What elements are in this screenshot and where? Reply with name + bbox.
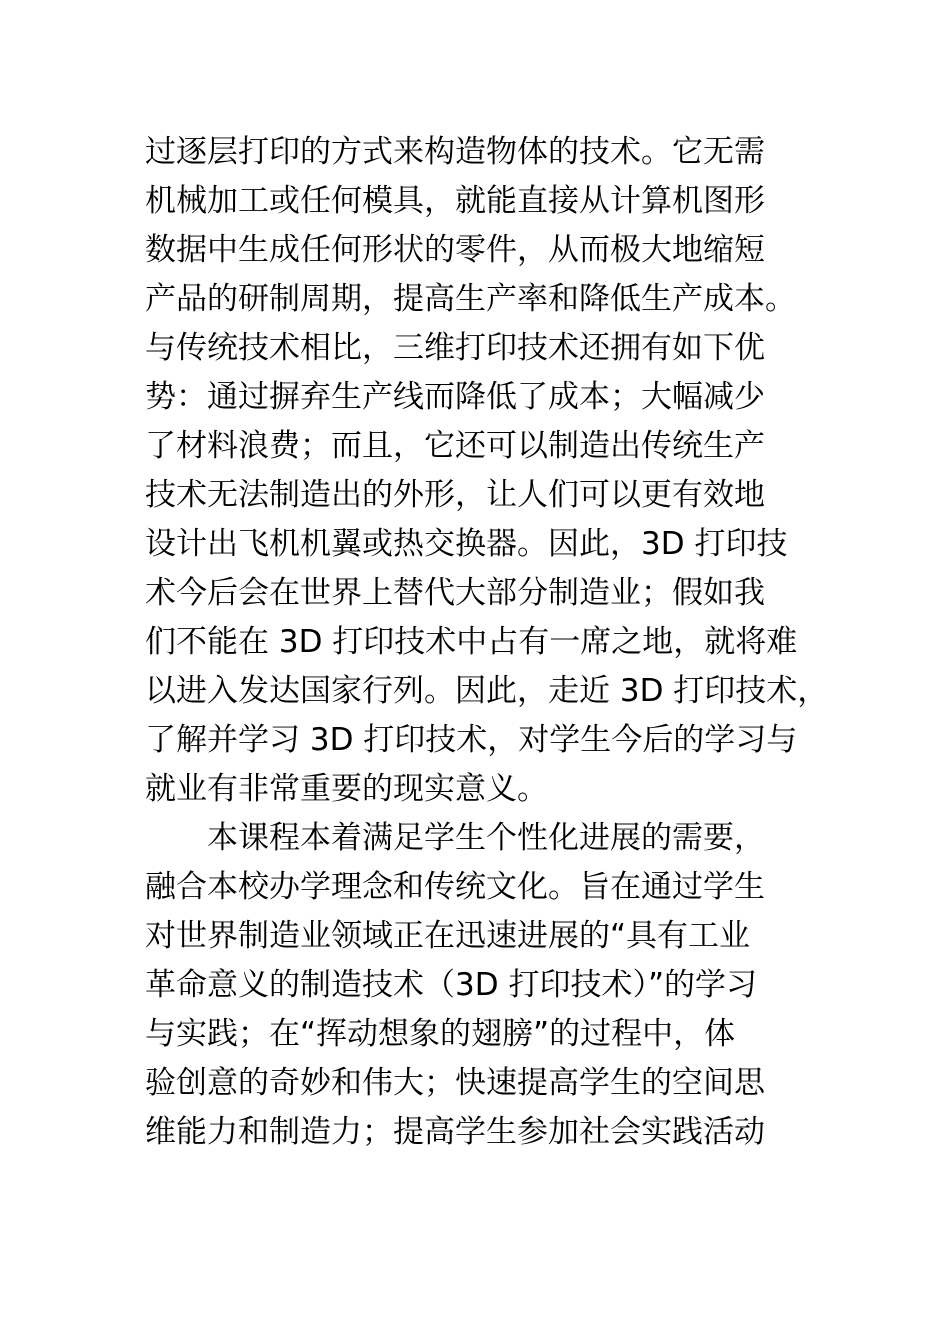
text-line: 们不能在 3D 打印技术中占有一席之地，就将难 bbox=[145, 624, 798, 660]
text-line: 机械加工或任何模具，就能直接从计算机图形 bbox=[145, 183, 765, 219]
text-line: 数据中生成任何形状的零件，从而极大地缩短 bbox=[145, 232, 765, 268]
text-line: 验创意的奇妙和伟大；快速提高学生的空间思 bbox=[145, 1065, 765, 1101]
text-line: 对世界制造业领域正在迅速进展的“具有工业 bbox=[145, 918, 751, 954]
text-line: 术今后会在世界上替代大部分制造业；假如我 bbox=[145, 575, 765, 611]
text-line: 势：通过摒弃生产线而降低了成本；大幅减少 bbox=[145, 379, 765, 415]
text-line: 就业有非常重要的现实意义。 bbox=[145, 771, 548, 807]
text-line: 产品的研制周期，提高生产率和降低生产成本。 bbox=[145, 281, 796, 317]
body-text bbox=[145, 128, 835, 1157]
text-line: 与传统技术相比，三维打印技术还拥有如下优 bbox=[145, 330, 765, 366]
text-line: 了材料浪费；而且，它还可以制造出传统生产 bbox=[145, 428, 765, 464]
text-line: 与实践；在“挥动想象的翅膀”的过程中，体 bbox=[145, 1016, 736, 1052]
text-line: 革命意义的制造技术（3D 打印技术）”的学习 bbox=[145, 967, 758, 1003]
text-line: 设计出飞机机翼或热交换器。因此，3D 打印技 bbox=[145, 526, 788, 562]
text-line: 了解并学习 3D 打印技术，对学生今后的学习与 bbox=[145, 722, 798, 758]
text-line: 维能力和制造力；提高学生参加社会实践活动 bbox=[145, 1114, 765, 1150]
text-line: 融合本校办学理念和传统文化。旨在通过学生 bbox=[145, 869, 765, 905]
text-line: 过逐层打印的方式来构造物体的技术。它无需 bbox=[145, 134, 765, 170]
text-line: 以进入发达国家行列。因此，走近 3D 打印技术， bbox=[145, 673, 829, 709]
paragraph-start-line: 本课程本着满足学生个性化进展的需要， bbox=[207, 820, 765, 856]
text-line: 技术无法制造出的外形，让人们可以更有效地 bbox=[145, 477, 765, 513]
